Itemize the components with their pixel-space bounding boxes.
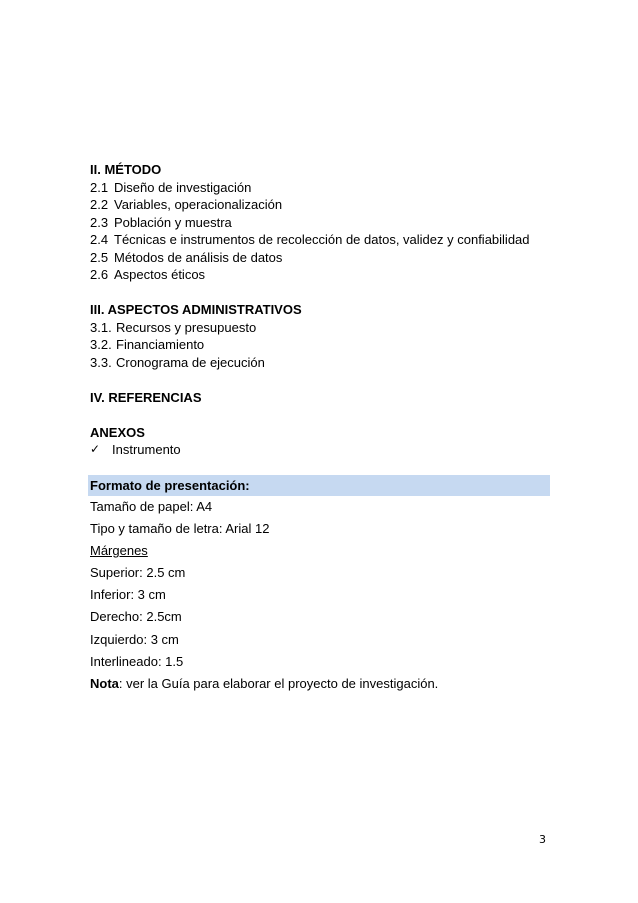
item-text: Financiamiento xyxy=(116,337,205,352)
list-item xyxy=(90,179,550,197)
item-number: 2.3 xyxy=(90,214,109,230)
item-text: Recursos y presupuesto xyxy=(116,319,257,335)
format-note xyxy=(90,673,550,695)
list-item xyxy=(90,336,550,354)
list-item xyxy=(90,266,550,284)
list-item xyxy=(90,354,550,372)
format-margin-right: Derecho: 2.5cm xyxy=(90,609,182,625)
format-margins-label: Márgenes xyxy=(90,542,148,558)
item-number: 3.1. xyxy=(90,319,112,335)
checkmark-icon: ✓ xyxy=(90,442,101,456)
list-item xyxy=(90,231,550,249)
item-text: Aspectos éticos xyxy=(114,267,206,282)
item-text: Población y muestra xyxy=(114,214,232,230)
list-item xyxy=(90,214,550,232)
item-text: Instrumento xyxy=(112,442,181,457)
list-item xyxy=(90,196,550,214)
list-item xyxy=(90,441,550,459)
note-text: : ver la Guía para elaborar el proyecto de investigación. xyxy=(118,676,439,691)
item-text: Cronograma de ejecución xyxy=(116,354,265,370)
format-font: Tipo y tamaño de letra: Arial 12 xyxy=(90,520,270,536)
item-number: 2.6 xyxy=(90,267,109,282)
format-margin-left: Izquierdo: 3 cm xyxy=(90,631,179,647)
format-margin-top: Superior: 2.5 cm xyxy=(90,565,186,581)
format-heading-bar: Formato de presentación: xyxy=(88,475,550,496)
item-text: Variables, operacionalización xyxy=(114,197,283,212)
item-number: 2.2 xyxy=(90,197,109,212)
item-text: Métodos de análisis de datos xyxy=(114,249,283,265)
spacer xyxy=(90,284,550,302)
format-margin-bottom: Inferior: 3 cm xyxy=(90,587,166,603)
item-number: 2.4 xyxy=(90,232,109,247)
item-number: 3.3. xyxy=(90,354,112,370)
note-label: Nota xyxy=(90,676,119,691)
section-heading-metodo: II. MÉTODO xyxy=(90,162,162,177)
item-number: 2.5 xyxy=(90,249,109,265)
section-heading-anexos: ANEXOS xyxy=(90,424,145,440)
spacer xyxy=(90,406,550,424)
item-number: 2.1 xyxy=(90,179,109,195)
item-text: Técnicas e instrumentos de recolección de datos, validez y confiabilidad xyxy=(114,232,530,247)
section-heading-administrativos: III. ASPECTOS ADMINISTRATIVOS xyxy=(90,302,302,317)
item-number: 3.2. xyxy=(90,337,112,352)
spacer xyxy=(90,371,550,389)
list-item xyxy=(90,249,550,267)
document-body xyxy=(90,161,550,695)
format-line-spacing: Interlineado: 1.5 xyxy=(90,653,184,669)
item-text: Diseño de investigación xyxy=(114,179,252,195)
page-number: 3 xyxy=(539,833,546,846)
format-paper-size: Tamaño de papel: A4 xyxy=(90,498,213,514)
section-heading-referencias: IV. REFERENCIAS xyxy=(90,389,202,405)
list-item xyxy=(90,319,550,337)
